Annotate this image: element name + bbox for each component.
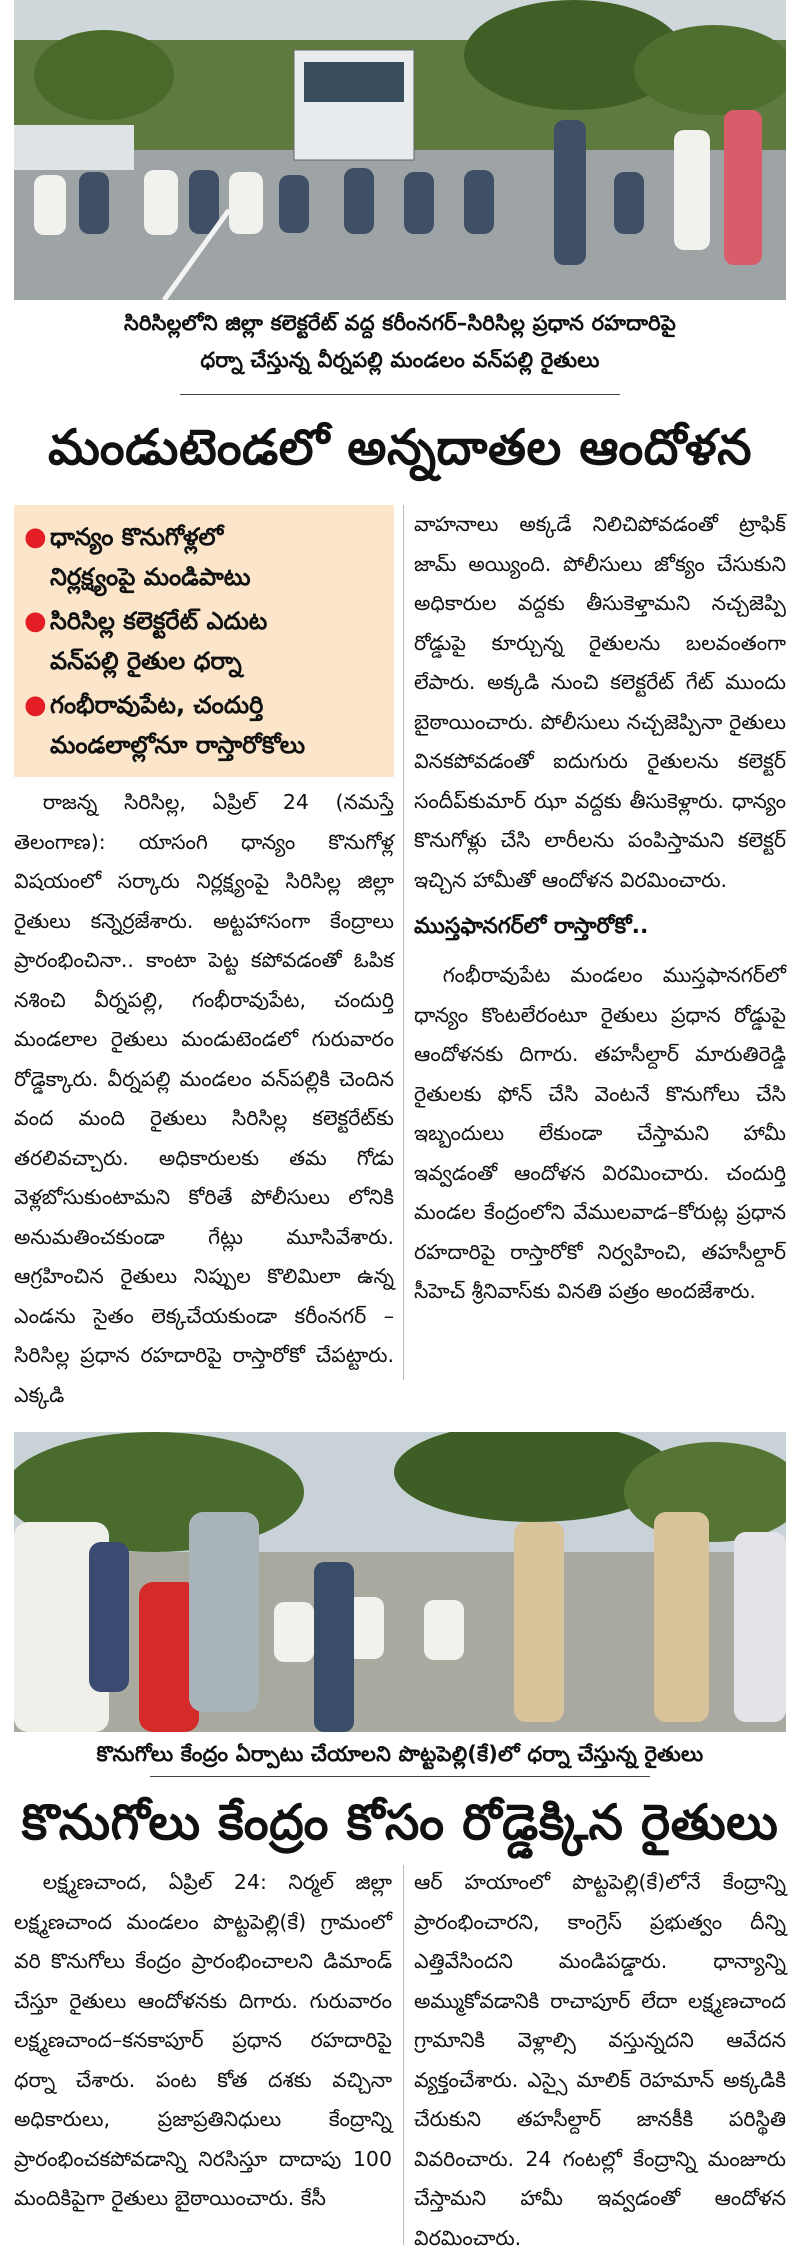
highlight-item <box>24 601 384 681</box>
bullet-icon: ● <box>24 690 47 720</box>
highlight-line: వన్‌పల్లి రైతుల ధర్నా <box>50 647 242 675</box>
highlight-line: ధాన్యం కొనుగోళ్లలో <box>50 523 224 551</box>
highlight-item <box>24 685 384 765</box>
photo-caption-line-2: ధర్నా చేస్తున్న వీర్నపల్లి మండలం వన్‌పల్లి రైతులు <box>200 348 600 372</box>
highlight-line: నిర్లక్ష్యంపై మండిపాటు <box>50 563 251 591</box>
protest-photo-collectorate <box>14 0 786 300</box>
caption-underline-2 <box>150 1776 650 1777</box>
story1-right-text: వాహనాలు అక్కడే నిలిచిపోవడంతో ట్రాఫిక్‌ జామ్‌ అయ్యింది. పోలీసులు జోక్యం చేసుకుని అధికారుల వద్దకు తీసుకెళ్తామని నచ్చజెప్పి రోడ్డుపై కూర్చున్న రైతులను బలవంతంగా లేపారు. అక్కడి నుంచి కలెక్టరేట్‌ గేట్‌ ముందు బైఠాయించారు. పోలీసులు నచ్చజెప్పినా రైతులు వినకపోవడంతో ఐదుగురు రైతులను కలెక్టర్‌ సందీప్‌కుమార్‌ ఝా వద్దకు తీసుకెళ్లారు. ధాన్యం కొనుగోళ్లు చేసి లారీలను పంపిస్తామని కలెక్టర్‌ ఇచ్చిన హామీతో ఆందోళన విరమించారు. <box>414 512 786 892</box>
story2-right-column <box>414 1863 786 2258</box>
caption-underline <box>180 394 620 395</box>
story2-right-text: ఆర్‌ హయాంలో పొట్టపెల్లి(కే)లోనే కేంద్రాన్ని ప్రారంభించారని, కాంగ్రెస్‌ ప్రభుత్వం దీన్ని ఎత్తివేసిందని మండిపడ్డారు. ధాన్యాన్ని అమ్ముకోవడానికి రాచాపూర్‌ లేదా లక్ష్మణచాంద గ్రామానికి వెళ్లాల్సి వస్తున్నదని ఆవేదన వ్యక్తంచేశారు. ఎస్సై మాలిక్‌ రెహమాన్‌ అక్కడికి చేరుకుని తహసీల్దార్‌ జానకీకి పరిస్థితి వివరించారు. 24 గంటల్లో కేంద్రాన్ని మంజూరు చేస్తామని హామీ ఇవ్వడంతో ఆందోళన విరమించారు. <box>414 1870 786 2250</box>
story1-right-text-2: గంభీరావుపేట మండలం ముస్తఫానగర్‌లో ధాన్యం కొంటలేరంటూ రైతులు ప్రధాన రోడ్డుపై ఆందోళనకు దిగారు. తహసీల్దార్‌ మారుతిరెడ్డి రైతులకు ఫోన్‌ చేసి వెంటనే కొనుగోలు చేసి ఇబ్బందులు లేకుండా చేస్తామని హామీ ఇవ్వడంతో ఆందోళన విరమించారు. చందుర్తి మండల కేంద్రంలోని వేములవాడ–కోరుట్ల ప్రధాన రహదారిపై రాస్తారోకో నిర్వహించి, తహసీల్దార్‌ సీహెచ్‌ శ్రీనివాస్‌కు వినతి పత్రం అందజేశారు. <box>414 963 786 1303</box>
bullet-icon: ● <box>24 522 47 552</box>
story1-left-column <box>14 783 394 1415</box>
story1-right-column <box>414 505 786 1312</box>
story2-left-column <box>14 1863 392 2219</box>
protest-photo-pottapelli <box>14 1432 786 1732</box>
highlight-line: మండలాల్లోనూ రాస్తారోకోలు <box>50 731 306 759</box>
highlight-item <box>24 517 384 597</box>
highlights-box <box>14 505 394 777</box>
photo-caption-2: కొనుగోలు కేంద్రం ఏర్పాటు చేయాలని పొట్టపెల్లి(కే)లో ధర్నా చేస్తున్న రైతులు <box>96 1742 704 1766</box>
column-separator-2 <box>403 1865 404 2245</box>
highlight-line: గంభీరావుపేట, చందుర్తి <box>50 691 264 719</box>
column-separator <box>403 505 404 1380</box>
bullet-icon: ● <box>24 606 47 636</box>
headline-second: కొనుగోలు కేంద్రం కోసం రోడ్డెక్కిన రైతులు <box>21 1794 779 1851</box>
story2-left-text: లక్ష్మణచాంద, ఏప్రిల్‌ 24: నిర్మల్‌ జిల్లా లక్ష్మణచాంద మండలం పొట్టపెల్లి(కే) గ్రామంలో వరి కొనుగోలు కేంద్రం ప్రారంభించాలని డిమాండ్‌ చేస్తూ రైతులు ఆందోళనకు దిగారు. గురువారం లక్ష్మణచాంద–కనకాపూర్‌ ప్రధాన రహదారిపై ధర్నా చేశారు. పంట కోత దశకు వచ్చినా అధికారులు, ప్రజాప్రతినిధులు కేంద్రాన్ని ప్రారంభించకపోవడాన్ని నిరసిస్తూ దాదాపు 100 మందికిపైగా రైతులు బైఠాయించారు. కేసీ <box>14 1870 392 2210</box>
story1-subhead: ముస్తఫానగర్‌లో రాస్తారోకో.. <box>414 914 649 939</box>
photo-caption-line-1: సిరిసిల్లలోని జిల్లా కలెక్టరేట్‌ వద్ద కరీంనగర్‌–సిరిసిల్ల ప్రధాన రహదారిపై <box>124 311 676 335</box>
highlight-line: సిరిసిల్ల కలెక్టరేట్‌ ఎదుట <box>50 607 268 635</box>
story1-left-text: రాజన్న సిరిసిల్ల, ఏప్రిల్‌ 24 (నమస్తే తెలంగాణ): యాసంగి ధాన్యం కొనుగోళ్ల విషయంలో సర్కారు నిర్లక్ష్యంపై సిరిసిల్ల జిల్లా రైతులు కన్నెర్రజేశారు. అట్టహాసంగా కేంద్రాలు ప్రారంభించినా.. కాంటా పెట్ట కపోవడంతో ఓపిక నశించి వీర్నపల్లి, గంభీరావుపేట, చందుర్తి మండలాల రైతులు మండుటెండలో గురువారం రోడ్డెక్కారు. వీర్నపల్లి మండలం వన్‌పల్లికి చెందిన వంద మంది రైతులు సిరిసిల్ల కలెక్టరేట్‌కు తరలివచ్చారు. అధికారులకు తమ గోడు వెళ్లబోసుకుంటామని కోరితే పోలీసులు లోనికి అనుమతించకుండా గేట్లు మూసివేశారు. ఆగ్రహించిన రైతులు నిప్పుల కొలిమిలా ఉన్న ఎండను సైతం లెక్కచేయకుండా కరీంనగర్‌ – సిరిసిల్ల ప్రధాన రహదారిపై రాస్తారోకో చేపట్టారు. ఎక్కడి <box>14 790 394 1407</box>
headline-main: మండుటెండలో అన్నదాతల ఆందోళన <box>47 419 753 476</box>
